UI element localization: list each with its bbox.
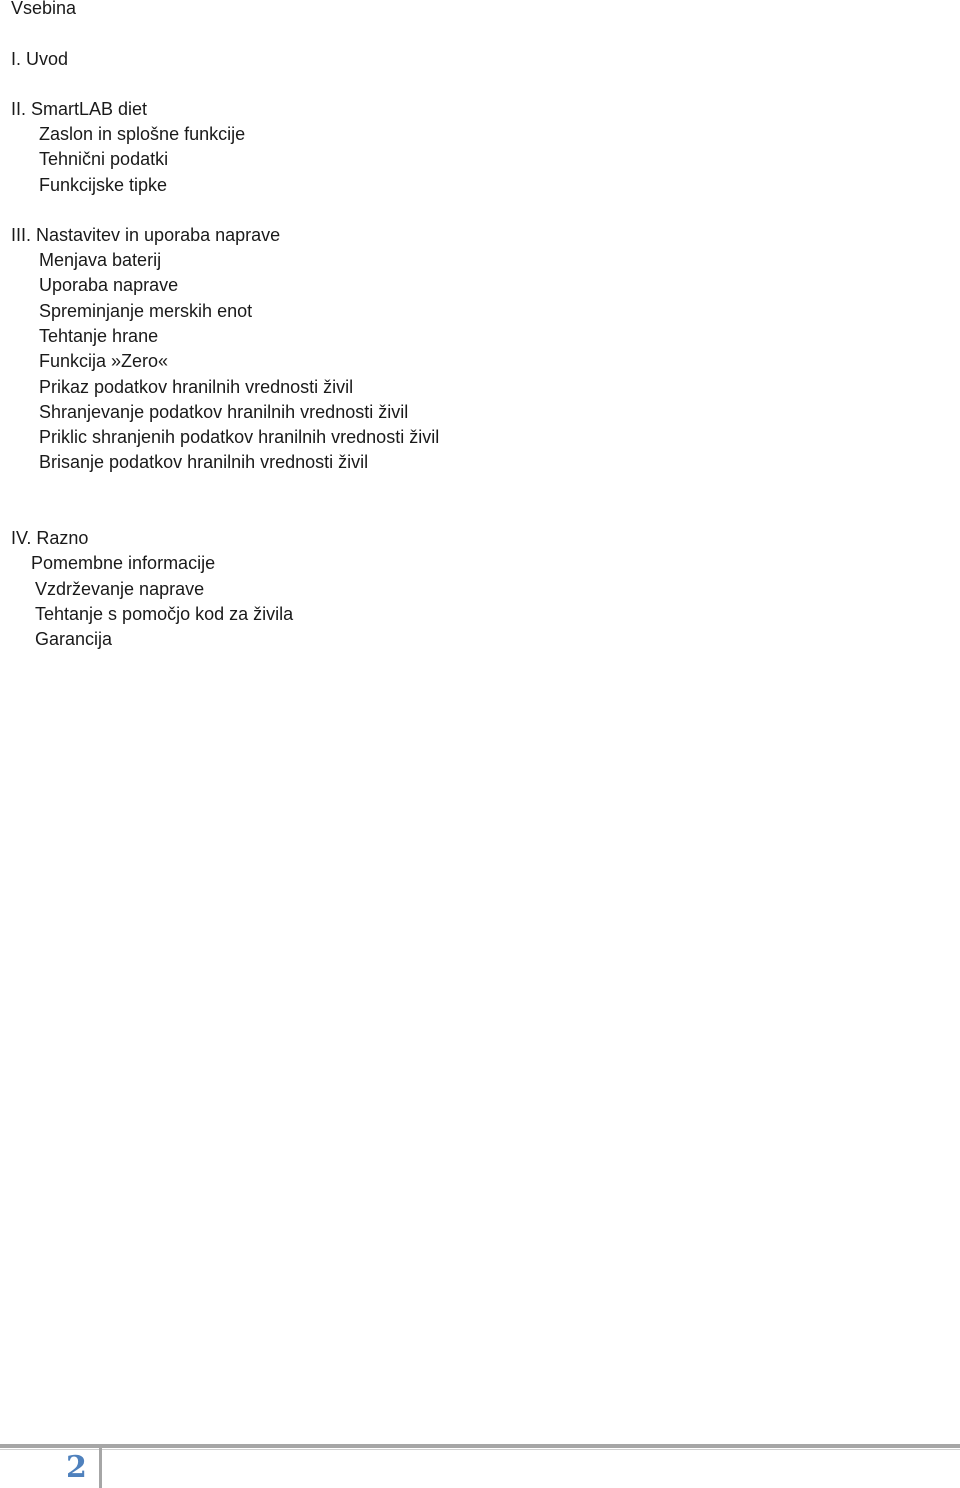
footer-divider [99, 1446, 102, 1488]
toc-item: Tehnični podatki [39, 149, 169, 169]
toc-item: Prikaz podatkov hranilnih vrednosti živil [39, 377, 354, 397]
footer-rule-thin [0, 1449, 960, 1450]
toc-section-3: III. Nastavitev in uporaba naprave [11, 225, 281, 245]
toc-item: Tehtanje s pomočjo kod za živila [35, 604, 294, 624]
toc-item: Tehtanje hrane [39, 326, 159, 346]
toc-item: Menjava baterij [39, 250, 162, 270]
toc-item: Zaslon in splošne funkcije [39, 124, 246, 144]
footer-rule [0, 1444, 960, 1448]
toc-section-4: IV. Razno [11, 528, 89, 548]
toc-section-1: I. Uvod [11, 49, 69, 69]
page-number: 2 [66, 1450, 87, 1485]
toc-item: Funkcijske tipke [39, 175, 168, 195]
toc-title: Vsebina [11, 0, 77, 18]
toc-item: Priklic shranjenih podatkov hranilnih vrednosti živil [39, 427, 440, 447]
toc-item: Uporaba naprave [39, 275, 179, 295]
toc-item: Spreminjanje merskih enot [39, 301, 253, 321]
toc-item: Funkcija »Zero« [39, 351, 169, 371]
toc-item: Garancija [35, 629, 113, 649]
toc-item: Shranjevanje podatkov hranilnih vrednosti živil [39, 402, 409, 422]
toc-item: Vzdrževanje naprave [35, 579, 205, 599]
toc-item: Pomembne informacije [31, 553, 216, 573]
toc-item: Brisanje podatkov hranilnih vrednosti živil [39, 452, 369, 472]
toc-section-2: II. SmartLAB diet [11, 99, 148, 119]
